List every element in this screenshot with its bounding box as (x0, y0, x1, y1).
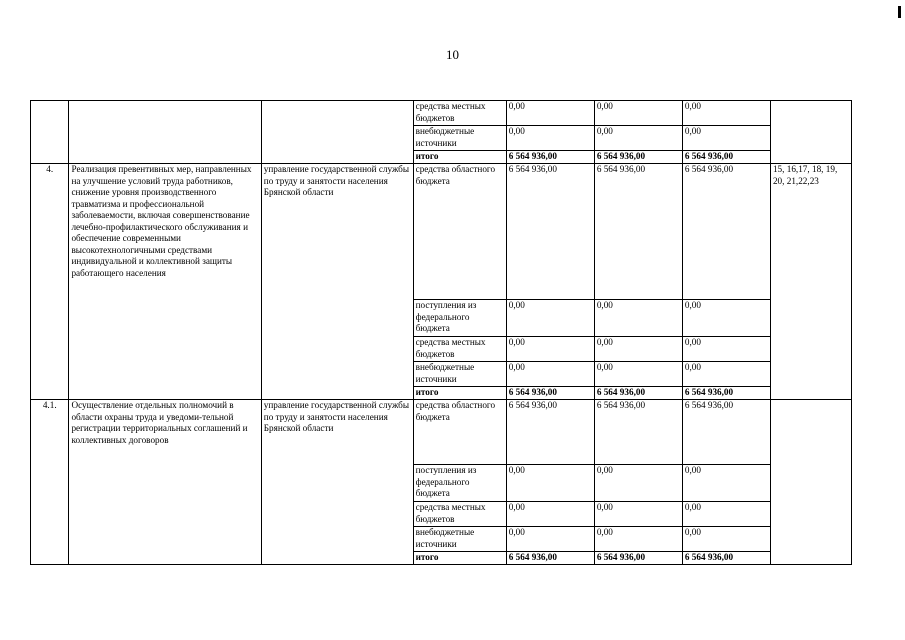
table-row (31, 101, 852, 126)
amount-cell: 6 564 936,00 (682, 164, 770, 300)
amount-cell: 0,00 (594, 101, 682, 126)
amount-cell: 0,00 (682, 300, 770, 337)
amount-cell: 6 564 936,00 (506, 151, 594, 164)
amount-cell: 6 564 936,00 (594, 387, 682, 400)
funding-source-cell: средства областного бюджета (413, 164, 506, 300)
table-row (31, 400, 852, 465)
indicators-cell (770, 400, 851, 565)
executor-cell: управление государственной службы по труду и занятости населения Брянской области (261, 164, 413, 400)
amount-cell: 0,00 (506, 300, 594, 337)
scan-edge-mark (898, 6, 901, 18)
amount-cell: 0,00 (682, 126, 770, 151)
funding-source-cell: средства местных бюджетов (413, 101, 506, 126)
page-number: 10 (446, 47, 459, 62)
row-number-cell: 4.1. (31, 400, 69, 565)
funding-source-cell: средства областного бюджета (413, 400, 506, 465)
funding-source-cell: внебюджетные источники (413, 362, 506, 387)
amount-cell: 6 564 936,00 (594, 151, 682, 164)
indicators-cell: 15, 16,17, 18, 19, 20, 21,22,23 (770, 164, 851, 400)
table-row (31, 164, 852, 300)
funding-source-cell: внебюджетные источники (413, 126, 506, 151)
amount-cell: 0,00 (594, 337, 682, 362)
amount-cell: 0,00 (506, 126, 594, 151)
funding-source-cell: итого (413, 151, 506, 164)
funding-source-cell: поступления из федерального бюджета (413, 465, 506, 502)
amount-cell: 0,00 (594, 126, 682, 151)
amount-cell: 0,00 (682, 465, 770, 502)
measure-name-cell: Осуществление отдельных полномочий в области охраны труда и уведоми-тельной регистрации территориальных соглашений и коллективных договоров (69, 400, 261, 565)
executor-cell (261, 101, 413, 164)
amount-cell: 6 564 936,00 (594, 164, 682, 300)
amount-cell: 6 564 936,00 (506, 400, 594, 465)
amount-cell: 6 564 936,00 (594, 400, 682, 465)
amount-cell: 0,00 (506, 362, 594, 387)
amount-cell: 0,00 (506, 527, 594, 552)
amount-cell: 0,00 (594, 502, 682, 527)
funding-source-cell: внебюджетные источники (413, 527, 506, 552)
row-number-cell (31, 101, 69, 164)
amount-cell: 0,00 (594, 362, 682, 387)
amount-cell: 6 564 936,00 (682, 387, 770, 400)
executor-cell: управление государственной службы по труду и занятости населения Брянской области (261, 400, 413, 565)
amount-cell: 6 564 936,00 (506, 552, 594, 565)
amount-cell: 0,00 (682, 527, 770, 552)
amount-cell: 0,00 (594, 465, 682, 502)
amount-cell: 0,00 (506, 101, 594, 126)
measure-name-cell: Реализация превентивных мер, направленных на улучшение условий труда работников, снижение уровня производственного травматизма и профессиональной заболеваемости, включая совершенствование лечебно-профилактического обслуживания и обеспечение современными высокотехнологичными средствами индивидуальной и коллективной защиты работающего населения (69, 164, 261, 400)
amount-cell: 0,00 (594, 300, 682, 337)
amount-cell: 0,00 (682, 101, 770, 126)
row-number-cell: 4. (31, 164, 69, 400)
budget-table (30, 100, 852, 565)
amount-cell: 6 564 936,00 (594, 552, 682, 565)
amount-cell: 0,00 (682, 502, 770, 527)
amount-cell: 6 564 936,00 (682, 552, 770, 565)
amount-cell: 0,00 (682, 362, 770, 387)
amount-cell: 6 564 936,00 (682, 151, 770, 164)
funding-source-cell: итого (413, 387, 506, 400)
funding-source-cell: средства местных бюджетов (413, 502, 506, 527)
amount-cell: 6 564 936,00 (506, 164, 594, 300)
amount-cell: 0,00 (506, 465, 594, 502)
indicators-cell (770, 101, 851, 164)
amount-cell: 0,00 (506, 502, 594, 527)
funding-source-cell: итого (413, 552, 506, 565)
amount-cell: 0,00 (594, 527, 682, 552)
amount-cell: 0,00 (506, 337, 594, 362)
measure-name-cell (69, 101, 261, 164)
amount-cell: 6 564 936,00 (682, 400, 770, 465)
funding-source-cell: поступления из федерального бюджета (413, 300, 506, 337)
funding-source-cell: средства местных бюджетов (413, 337, 506, 362)
amount-cell: 6 564 936,00 (506, 387, 594, 400)
amount-cell: 0,00 (682, 337, 770, 362)
